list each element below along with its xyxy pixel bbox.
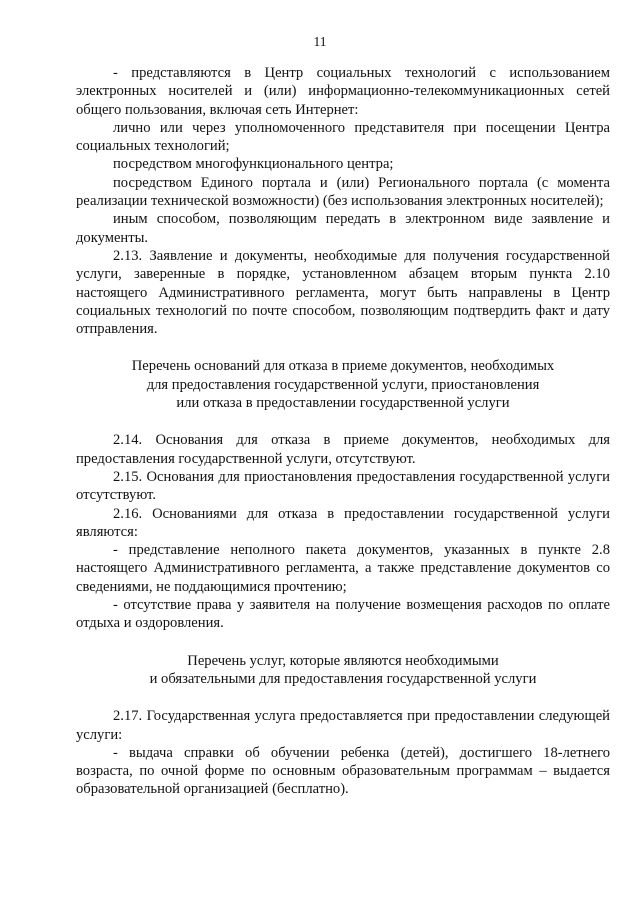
paragraph: - представляются в Центр социальных технологий с использованием электронных носителей и (или) информационно-телекоммуникационных сетей общего пользования, включая сеть Интернет: <box>76 65 610 118</box>
document-body <box>76 64 610 799</box>
page-number: 11 <box>313 34 327 49</box>
heading-line: для предоставления государственной услуги, приостановления <box>146 376 540 393</box>
section-heading-refusal-grounds <box>76 357 610 412</box>
paragraph: посредством многофункционального центра; <box>113 156 394 173</box>
heading-line: Перечень оснований для отказа в приеме документов, необходимых <box>131 358 555 375</box>
paragraph: лично или через уполномоченного представителя при посещении Центра социальных технологий; <box>76 119 610 155</box>
paragraph: 2.13. Заявление и документы, необходимые для получения государственной услуги, заверенные в порядке, установленном абзацем вторым пункта 2.10 настоящего Административного регламента, могут быть направлены в Центр социальных технологий по почте способом, позволяющим подтвердить факт и дату отправления. <box>76 247 610 338</box>
section-heading-required-services <box>76 652 610 689</box>
paragraph: - представление неполного пакета документов, указанных в пункте 2.8 настоящего Административного регламента, а также представление документов со сведениями, не поддающимися прочтению; <box>76 542 610 595</box>
paragraph: - отсутствие права у заявителя на получение возмещения расходов по оплате отдыха и оздоровления. <box>76 597 610 632</box>
paragraph: - выдача справки об обучении ребенка (детей), достигшего 18-летнего возраста, по очной форме по основным образовательным программам – выдается образовательной организацией (бесплатно). <box>76 744 610 798</box>
paragraph: иным способом, позволяющим передать в электронном виде заявление и документы. <box>76 211 610 246</box>
heading-line: Перечень услуг, которые являются необходимыми <box>187 652 499 669</box>
paragraph: посредством Единого портала и (или) Регионального портала (с момента реализации технической возможности) (без использования электронных носителей); <box>76 174 610 210</box>
paragraph: 2.15. Основания для приостановления предоставления государственной услуги отсутствуют. <box>76 468 610 504</box>
paragraph: 2.14. Основания для отказа в приеме документов, необходимых для предоставления государственной услуги, отсутствуют. <box>76 432 610 467</box>
heading-line: и обязательными для предоставления государственной услуги <box>149 670 537 687</box>
paragraph: 2.16. Основаниями для отказа в предоставлении государственной услуги являются: <box>76 505 610 540</box>
paragraph: 2.17. Государственная услуга предоставляется при предоставлении следующей услуги: <box>76 708 610 743</box>
heading-line: или отказа в предоставлении государственной услуги <box>176 395 510 412</box>
